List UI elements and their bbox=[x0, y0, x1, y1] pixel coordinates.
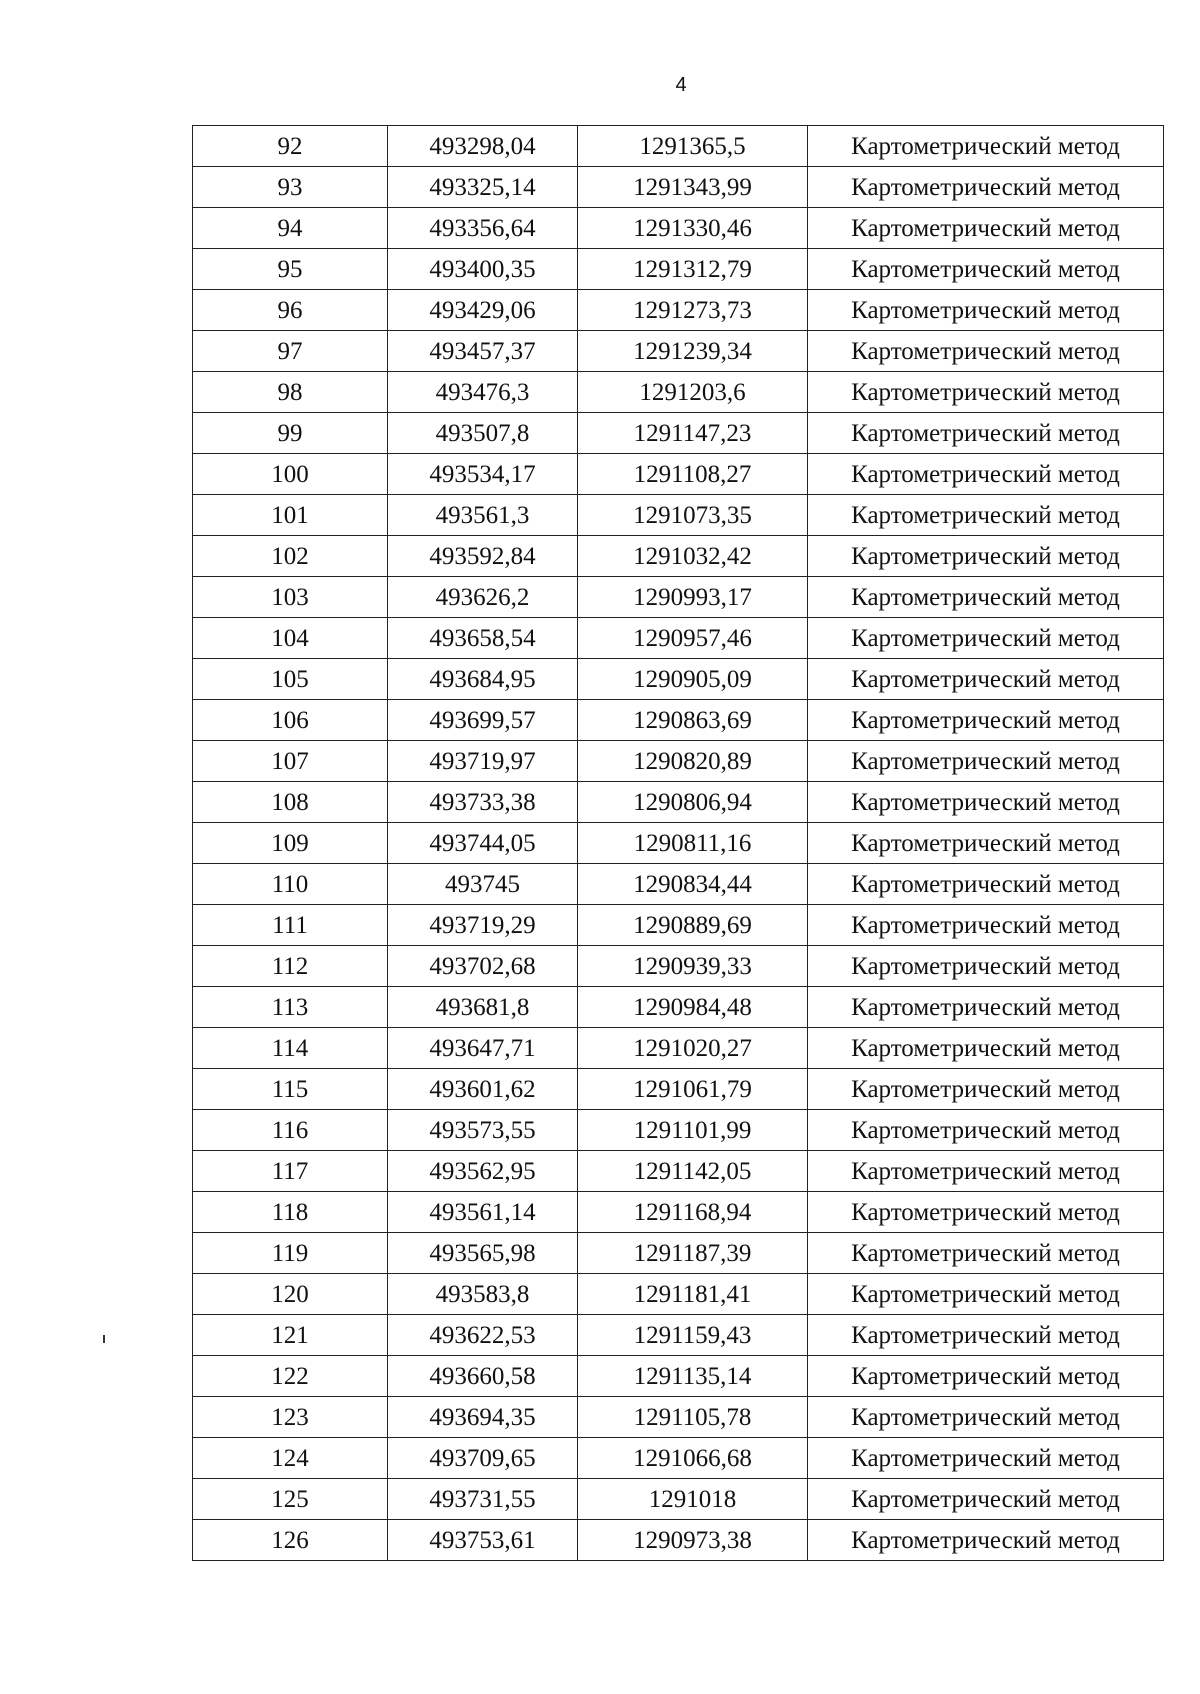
point-number-cell: 122 bbox=[193, 1356, 388, 1397]
table-row bbox=[193, 741, 1164, 782]
x-coordinate-cell: 493534,17 bbox=[388, 454, 578, 495]
point-number-cell: 104 bbox=[193, 618, 388, 659]
y-coordinate-cell: 1290820,89 bbox=[578, 741, 808, 782]
table-row bbox=[193, 126, 1164, 167]
y-coordinate-cell: 1290939,33 bbox=[578, 946, 808, 987]
method-cell: Картометрический метод bbox=[808, 1233, 1164, 1274]
coordinates-table-body bbox=[193, 126, 1164, 1561]
table-row bbox=[193, 208, 1164, 249]
table-row bbox=[193, 1069, 1164, 1110]
table-row bbox=[193, 946, 1164, 987]
method-cell: Картометрический метод bbox=[808, 823, 1164, 864]
x-coordinate-cell: 493647,71 bbox=[388, 1028, 578, 1069]
y-coordinate-cell: 1291101,99 bbox=[578, 1110, 808, 1151]
point-number-cell: 117 bbox=[193, 1151, 388, 1192]
method-cell: Картометрический метод bbox=[808, 536, 1164, 577]
point-number-cell: 115 bbox=[193, 1069, 388, 1110]
method-cell: Картометрический метод bbox=[808, 1356, 1164, 1397]
y-coordinate-cell: 1290806,94 bbox=[578, 782, 808, 823]
x-coordinate-cell: 493622,53 bbox=[388, 1315, 578, 1356]
x-coordinate-cell: 493681,8 bbox=[388, 987, 578, 1028]
y-coordinate-cell: 1290984,48 bbox=[578, 987, 808, 1028]
x-coordinate-cell: 493562,95 bbox=[388, 1151, 578, 1192]
y-coordinate-cell: 1291159,43 bbox=[578, 1315, 808, 1356]
x-coordinate-cell: 493745 bbox=[388, 864, 578, 905]
point-number-cell: 103 bbox=[193, 577, 388, 618]
x-coordinate-cell: 493429,06 bbox=[388, 290, 578, 331]
x-coordinate-cell: 493694,35 bbox=[388, 1397, 578, 1438]
x-coordinate-cell: 493658,54 bbox=[388, 618, 578, 659]
table-row bbox=[193, 495, 1164, 536]
y-coordinate-cell: 1291020,27 bbox=[578, 1028, 808, 1069]
y-coordinate-cell: 1290889,69 bbox=[578, 905, 808, 946]
method-cell: Картометрический метод bbox=[808, 1438, 1164, 1479]
point-number-cell: 105 bbox=[193, 659, 388, 700]
point-number-cell: 112 bbox=[193, 946, 388, 987]
x-coordinate-cell: 493719,97 bbox=[388, 741, 578, 782]
table-row bbox=[193, 249, 1164, 290]
method-cell: Картометрический метод bbox=[808, 700, 1164, 741]
method-cell: Картометрический метод bbox=[808, 1192, 1164, 1233]
x-coordinate-cell: 493356,64 bbox=[388, 208, 578, 249]
point-number-cell: 93 bbox=[193, 167, 388, 208]
table-row bbox=[193, 823, 1164, 864]
point-number-cell: 108 bbox=[193, 782, 388, 823]
point-number-cell: 100 bbox=[193, 454, 388, 495]
point-number-cell: 120 bbox=[193, 1274, 388, 1315]
table-row bbox=[193, 1274, 1164, 1315]
method-cell: Картометрический метод bbox=[808, 577, 1164, 618]
x-coordinate-cell: 493744,05 bbox=[388, 823, 578, 864]
table-row bbox=[193, 1151, 1164, 1192]
method-cell: Картометрический метод bbox=[808, 1479, 1164, 1520]
scan-mark bbox=[103, 1335, 105, 1343]
method-cell: Картометрический метод bbox=[808, 167, 1164, 208]
x-coordinate-cell: 493709,65 bbox=[388, 1438, 578, 1479]
table-row bbox=[193, 1110, 1164, 1151]
y-coordinate-cell: 1291312,79 bbox=[578, 249, 808, 290]
table-row bbox=[193, 372, 1164, 413]
y-coordinate-cell: 1290834,44 bbox=[578, 864, 808, 905]
point-number-cell: 101 bbox=[193, 495, 388, 536]
method-cell: Картометрический метод bbox=[808, 659, 1164, 700]
table-row bbox=[193, 905, 1164, 946]
point-number-cell: 96 bbox=[193, 290, 388, 331]
x-coordinate-cell: 493753,61 bbox=[388, 1520, 578, 1561]
point-number-cell: 106 bbox=[193, 700, 388, 741]
point-number-cell: 121 bbox=[193, 1315, 388, 1356]
method-cell: Картометрический метод bbox=[808, 1397, 1164, 1438]
method-cell: Картометрический метод bbox=[808, 372, 1164, 413]
y-coordinate-cell: 1290905,09 bbox=[578, 659, 808, 700]
y-coordinate-cell: 1291273,73 bbox=[578, 290, 808, 331]
point-number-cell: 124 bbox=[193, 1438, 388, 1479]
table-row bbox=[193, 454, 1164, 495]
table-row bbox=[193, 536, 1164, 577]
method-cell: Картометрический метод bbox=[808, 249, 1164, 290]
point-number-cell: 119 bbox=[193, 1233, 388, 1274]
method-cell: Картометрический метод bbox=[808, 208, 1164, 249]
point-number-cell: 109 bbox=[193, 823, 388, 864]
x-coordinate-cell: 493325,14 bbox=[388, 167, 578, 208]
method-cell: Картометрический метод bbox=[808, 741, 1164, 782]
method-cell: Картометрический метод bbox=[808, 1315, 1164, 1356]
point-number-cell: 111 bbox=[193, 905, 388, 946]
table-row bbox=[193, 700, 1164, 741]
method-cell: Картометрический метод bbox=[808, 126, 1164, 167]
table-row bbox=[193, 782, 1164, 823]
y-coordinate-cell: 1290993,17 bbox=[578, 577, 808, 618]
table-row bbox=[193, 1192, 1164, 1233]
x-coordinate-cell: 493457,37 bbox=[388, 331, 578, 372]
method-cell: Картометрический метод bbox=[808, 331, 1164, 372]
x-coordinate-cell: 493561,14 bbox=[388, 1192, 578, 1233]
x-coordinate-cell: 493565,98 bbox=[388, 1233, 578, 1274]
table-row bbox=[193, 1520, 1164, 1561]
method-cell: Картометрический метод bbox=[808, 290, 1164, 331]
y-coordinate-cell: 1291061,79 bbox=[578, 1069, 808, 1110]
method-cell: Картометрический метод bbox=[808, 1028, 1164, 1069]
method-cell: Картометрический метод bbox=[808, 905, 1164, 946]
method-cell: Картометрический метод bbox=[808, 1069, 1164, 1110]
table-row bbox=[193, 1438, 1164, 1479]
point-number-cell: 116 bbox=[193, 1110, 388, 1151]
x-coordinate-cell: 493626,2 bbox=[388, 577, 578, 618]
point-number-cell: 110 bbox=[193, 864, 388, 905]
page-number: 4 bbox=[675, 74, 687, 96]
x-coordinate-cell: 493731,55 bbox=[388, 1479, 578, 1520]
coordinates-table bbox=[192, 125, 1164, 1561]
table-row bbox=[193, 1028, 1164, 1069]
x-coordinate-cell: 493507,8 bbox=[388, 413, 578, 454]
method-cell: Картометрический метод bbox=[808, 413, 1164, 454]
method-cell: Картометрический метод bbox=[808, 618, 1164, 659]
y-coordinate-cell: 1291203,6 bbox=[578, 372, 808, 413]
table-row bbox=[193, 290, 1164, 331]
y-coordinate-cell: 1291187,39 bbox=[578, 1233, 808, 1274]
y-coordinate-cell: 1291032,42 bbox=[578, 536, 808, 577]
method-cell: Картометрический метод bbox=[808, 495, 1164, 536]
x-coordinate-cell: 493702,68 bbox=[388, 946, 578, 987]
point-number-cell: 98 bbox=[193, 372, 388, 413]
point-number-cell: 113 bbox=[193, 987, 388, 1028]
point-number-cell: 97 bbox=[193, 331, 388, 372]
point-number-cell: 99 bbox=[193, 413, 388, 454]
y-coordinate-cell: 1291073,35 bbox=[578, 495, 808, 536]
x-coordinate-cell: 493400,35 bbox=[388, 249, 578, 290]
y-coordinate-cell: 1290811,16 bbox=[578, 823, 808, 864]
x-coordinate-cell: 493719,29 bbox=[388, 905, 578, 946]
method-cell: Картометрический метод bbox=[808, 1274, 1164, 1315]
x-coordinate-cell: 493476,3 bbox=[388, 372, 578, 413]
x-coordinate-cell: 493601,62 bbox=[388, 1069, 578, 1110]
x-coordinate-cell: 493298,04 bbox=[388, 126, 578, 167]
y-coordinate-cell: 1291330,46 bbox=[578, 208, 808, 249]
method-cell: Картометрический метод bbox=[808, 987, 1164, 1028]
x-coordinate-cell: 493592,84 bbox=[388, 536, 578, 577]
point-number-cell: 102 bbox=[193, 536, 388, 577]
y-coordinate-cell: 1291135,14 bbox=[578, 1356, 808, 1397]
y-coordinate-cell: 1291365,5 bbox=[578, 126, 808, 167]
table-row bbox=[193, 1356, 1164, 1397]
y-coordinate-cell: 1290957,46 bbox=[578, 618, 808, 659]
point-number-cell: 118 bbox=[193, 1192, 388, 1233]
table-row bbox=[193, 1397, 1164, 1438]
table-row bbox=[193, 987, 1164, 1028]
table-row bbox=[193, 1315, 1164, 1356]
x-coordinate-cell: 493684,95 bbox=[388, 659, 578, 700]
x-coordinate-cell: 493573,55 bbox=[388, 1110, 578, 1151]
y-coordinate-cell: 1291168,94 bbox=[578, 1192, 808, 1233]
table-row bbox=[193, 1233, 1164, 1274]
table-row bbox=[193, 618, 1164, 659]
table-row bbox=[193, 331, 1164, 372]
x-coordinate-cell: 493561,3 bbox=[388, 495, 578, 536]
point-number-cell: 123 bbox=[193, 1397, 388, 1438]
point-number-cell: 126 bbox=[193, 1520, 388, 1561]
table-row bbox=[193, 1479, 1164, 1520]
y-coordinate-cell: 1291343,99 bbox=[578, 167, 808, 208]
table-row bbox=[193, 167, 1164, 208]
x-coordinate-cell: 493733,38 bbox=[388, 782, 578, 823]
table-row bbox=[193, 577, 1164, 618]
y-coordinate-cell: 1291239,34 bbox=[578, 331, 808, 372]
method-cell: Картометрический метод bbox=[808, 454, 1164, 495]
y-coordinate-cell: 1291147,23 bbox=[578, 413, 808, 454]
point-number-cell: 92 bbox=[193, 126, 388, 167]
y-coordinate-cell: 1291108,27 bbox=[578, 454, 808, 495]
method-cell: Картометрический метод bbox=[808, 782, 1164, 823]
point-number-cell: 107 bbox=[193, 741, 388, 782]
method-cell: Картометрический метод bbox=[808, 1151, 1164, 1192]
point-number-cell: 95 bbox=[193, 249, 388, 290]
method-cell: Картометрический метод bbox=[808, 946, 1164, 987]
y-coordinate-cell: 1290863,69 bbox=[578, 700, 808, 741]
y-coordinate-cell: 1291066,68 bbox=[578, 1438, 808, 1479]
point-number-cell: 125 bbox=[193, 1479, 388, 1520]
method-cell: Картометрический метод bbox=[808, 1520, 1164, 1561]
x-coordinate-cell: 493699,57 bbox=[388, 700, 578, 741]
table-row bbox=[193, 864, 1164, 905]
method-cell: Картометрический метод bbox=[808, 864, 1164, 905]
y-coordinate-cell: 1291181,41 bbox=[578, 1274, 808, 1315]
y-coordinate-cell: 1290973,38 bbox=[578, 1520, 808, 1561]
point-number-cell: 114 bbox=[193, 1028, 388, 1069]
x-coordinate-cell: 493660,58 bbox=[388, 1356, 578, 1397]
point-number-cell: 94 bbox=[193, 208, 388, 249]
table-row bbox=[193, 413, 1164, 454]
y-coordinate-cell: 1291142,05 bbox=[578, 1151, 808, 1192]
table-row bbox=[193, 659, 1164, 700]
method-cell: Картометрический метод bbox=[808, 1110, 1164, 1151]
x-coordinate-cell: 493583,8 bbox=[388, 1274, 578, 1315]
y-coordinate-cell: 1291018 bbox=[578, 1479, 808, 1520]
y-coordinate-cell: 1291105,78 bbox=[578, 1397, 808, 1438]
